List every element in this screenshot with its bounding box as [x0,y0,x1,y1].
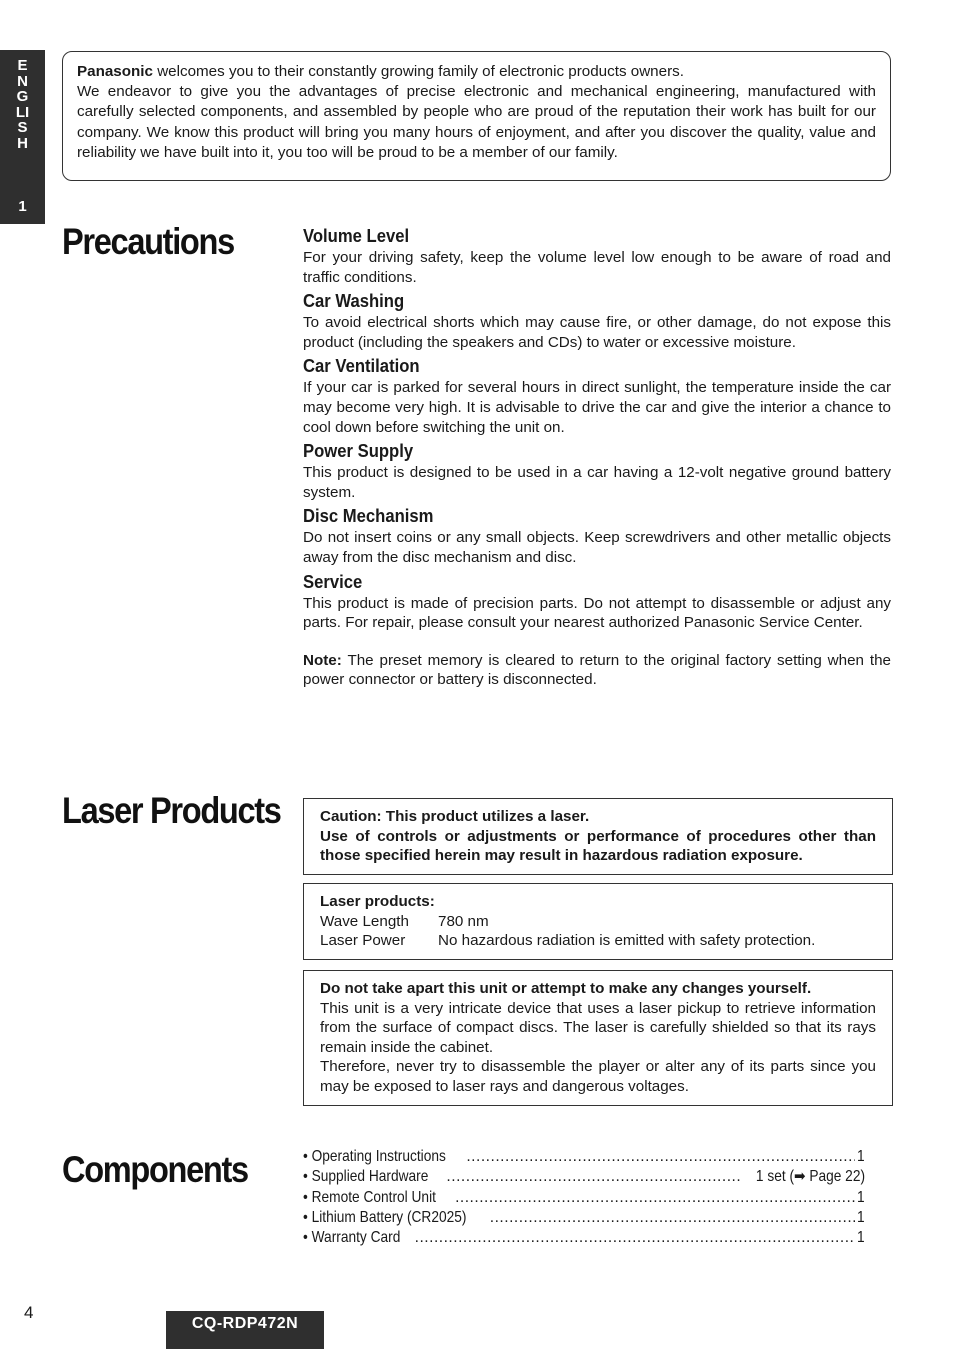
dot-leader [455,1188,855,1208]
precaution-item [303,289,891,352]
component-label: • Operating Instructions [303,1148,446,1165]
wave-length-value: 780 nm [438,912,489,930]
precaution-item [303,224,891,287]
precaution-heading: Car Washing [303,290,405,312]
intro-box [62,51,891,181]
laser-spec-box [303,883,893,960]
component-label: • Supplied Hardware [303,1168,429,1186]
precaution-item [303,354,891,437]
precaution-text: This product is designed to be used in a car having a 12-volt negative ground battery system. [303,464,891,501]
list-item [303,1228,865,1248]
warning-title: Do not take apart this unit or attempt to make any changes yourself. [320,980,812,997]
laser-power-value: No hazardous radiation is emitted with safety protection. [438,932,816,950]
precaution-heading: Power Supply [303,440,414,462]
precaution-heading: Service [303,570,363,592]
component-quantity: 1 set (➡ Page 22) [755,1168,865,1186]
precaution-text: To avoid electrical shorts which may cause fire, or other damage, do not expose this product (including the speakers and CDs) to water or excessive moisture. [303,314,891,351]
precautions-title: Precautions [62,221,234,262]
component-label: • Remote Control Unit [303,1188,436,1206]
language-side-tab [0,50,45,224]
intro-paragraph: We endeavor to give you the advantages of precise electronic and mechanical engineering, manufactured with carefully selected components, and assembled by people who are proud of the reputation their work has built for our company. We know this product will bring you many hours of enjoyment, and after you discover the quality, value and reliability we have built into it, you too will be proud to be a member of our family. [77,83,876,161]
list-item [303,1167,865,1187]
language-label: ENGLISH [15,57,30,152]
list-item [303,1147,865,1167]
component-quantity: 1 [857,1208,865,1226]
brand-name: Panasonic [77,63,153,80]
laser-power-row [320,931,876,951]
caution-title: Caution: This product utilizes a laser. [320,808,590,825]
precaution-text: This product is made of precision parts. Do not attempt to disassemble or adjust any parts. For repair, please consult your nearest authorized Panasonic Service Center. [303,594,891,632]
precaution-heading: Volume Level [303,225,410,246]
warning-text: Therefore, never try to disassemble the player or alter any of its parts since you may be exposed to laser rays and dangerous voltages. [320,1058,876,1095]
wave-length-row [320,912,876,932]
memory-note [303,651,891,690]
component-label: • Lithium Battery (CR2025) [303,1208,467,1226]
precaution-text: If your car is parked for several hours in direct sunlight, the temperature inside the car may become very high. It is advisable to drive the car and give the interior a chance to cool down before switching the unit on. [303,379,891,436]
components-list [303,1147,865,1248]
dot-leader [490,1208,856,1228]
list-item [303,1188,865,1208]
precautions-body [303,224,891,690]
model-badge: CQ-RDP472N [166,1311,324,1349]
precaution-item [303,570,891,633]
page-number: 4 [24,1303,34,1322]
laser-power-label: Laser Power [320,932,406,950]
precaution-heading: Disc Mechanism [303,505,434,527]
disassembly-warning-box [303,970,893,1106]
laser-products-title: Laser Products [62,790,281,831]
precaution-item [303,439,891,502]
laser-caution-box [303,798,893,875]
intro-line: welcomes you to their constantly growing family of electronic products owners. [157,63,684,80]
component-quantity: 1 [857,1188,865,1206]
component-label: • Warranty Card [303,1229,401,1247]
caution-text: Use of controls or adjustments or performance of procedures other than those specified herein may result in hazardous radiation exposure. [320,827,876,865]
laser-products-label: Laser products: [320,893,435,910]
warning-text: This unit is a very intricate device that uses a laser pickup to retrieve information from the surface of compact discs. The laser is carefully shielded so that its rays remain inside the cabinet. [320,999,876,1056]
component-quantity: 1 [857,1148,865,1165]
dot-leader [446,1167,740,1187]
note-label: Note: [303,651,342,669]
components-title: Components [62,1149,248,1190]
precaution-heading: Car Ventilation [303,355,420,377]
wave-length-label: Wave Length [320,912,409,930]
component-quantity: 1 [857,1229,865,1247]
dot-leader [466,1147,855,1167]
list-item [303,1208,865,1228]
precaution-text: For your driving safety, keep the volume level low enough to be aware of road and traffic conditions. [303,249,891,286]
section-number: 1 [18,198,27,215]
precaution-text: Do not insert coins or any small objects. Keep screwdrivers and other metallic objects away from the disc mechanism and disc. [303,529,891,566]
precaution-item [303,504,891,567]
dot-leader [415,1228,856,1248]
note-text: The preset memory is cleared to return to the original factory setting when the power connector or battery is disconnected. [303,651,891,689]
